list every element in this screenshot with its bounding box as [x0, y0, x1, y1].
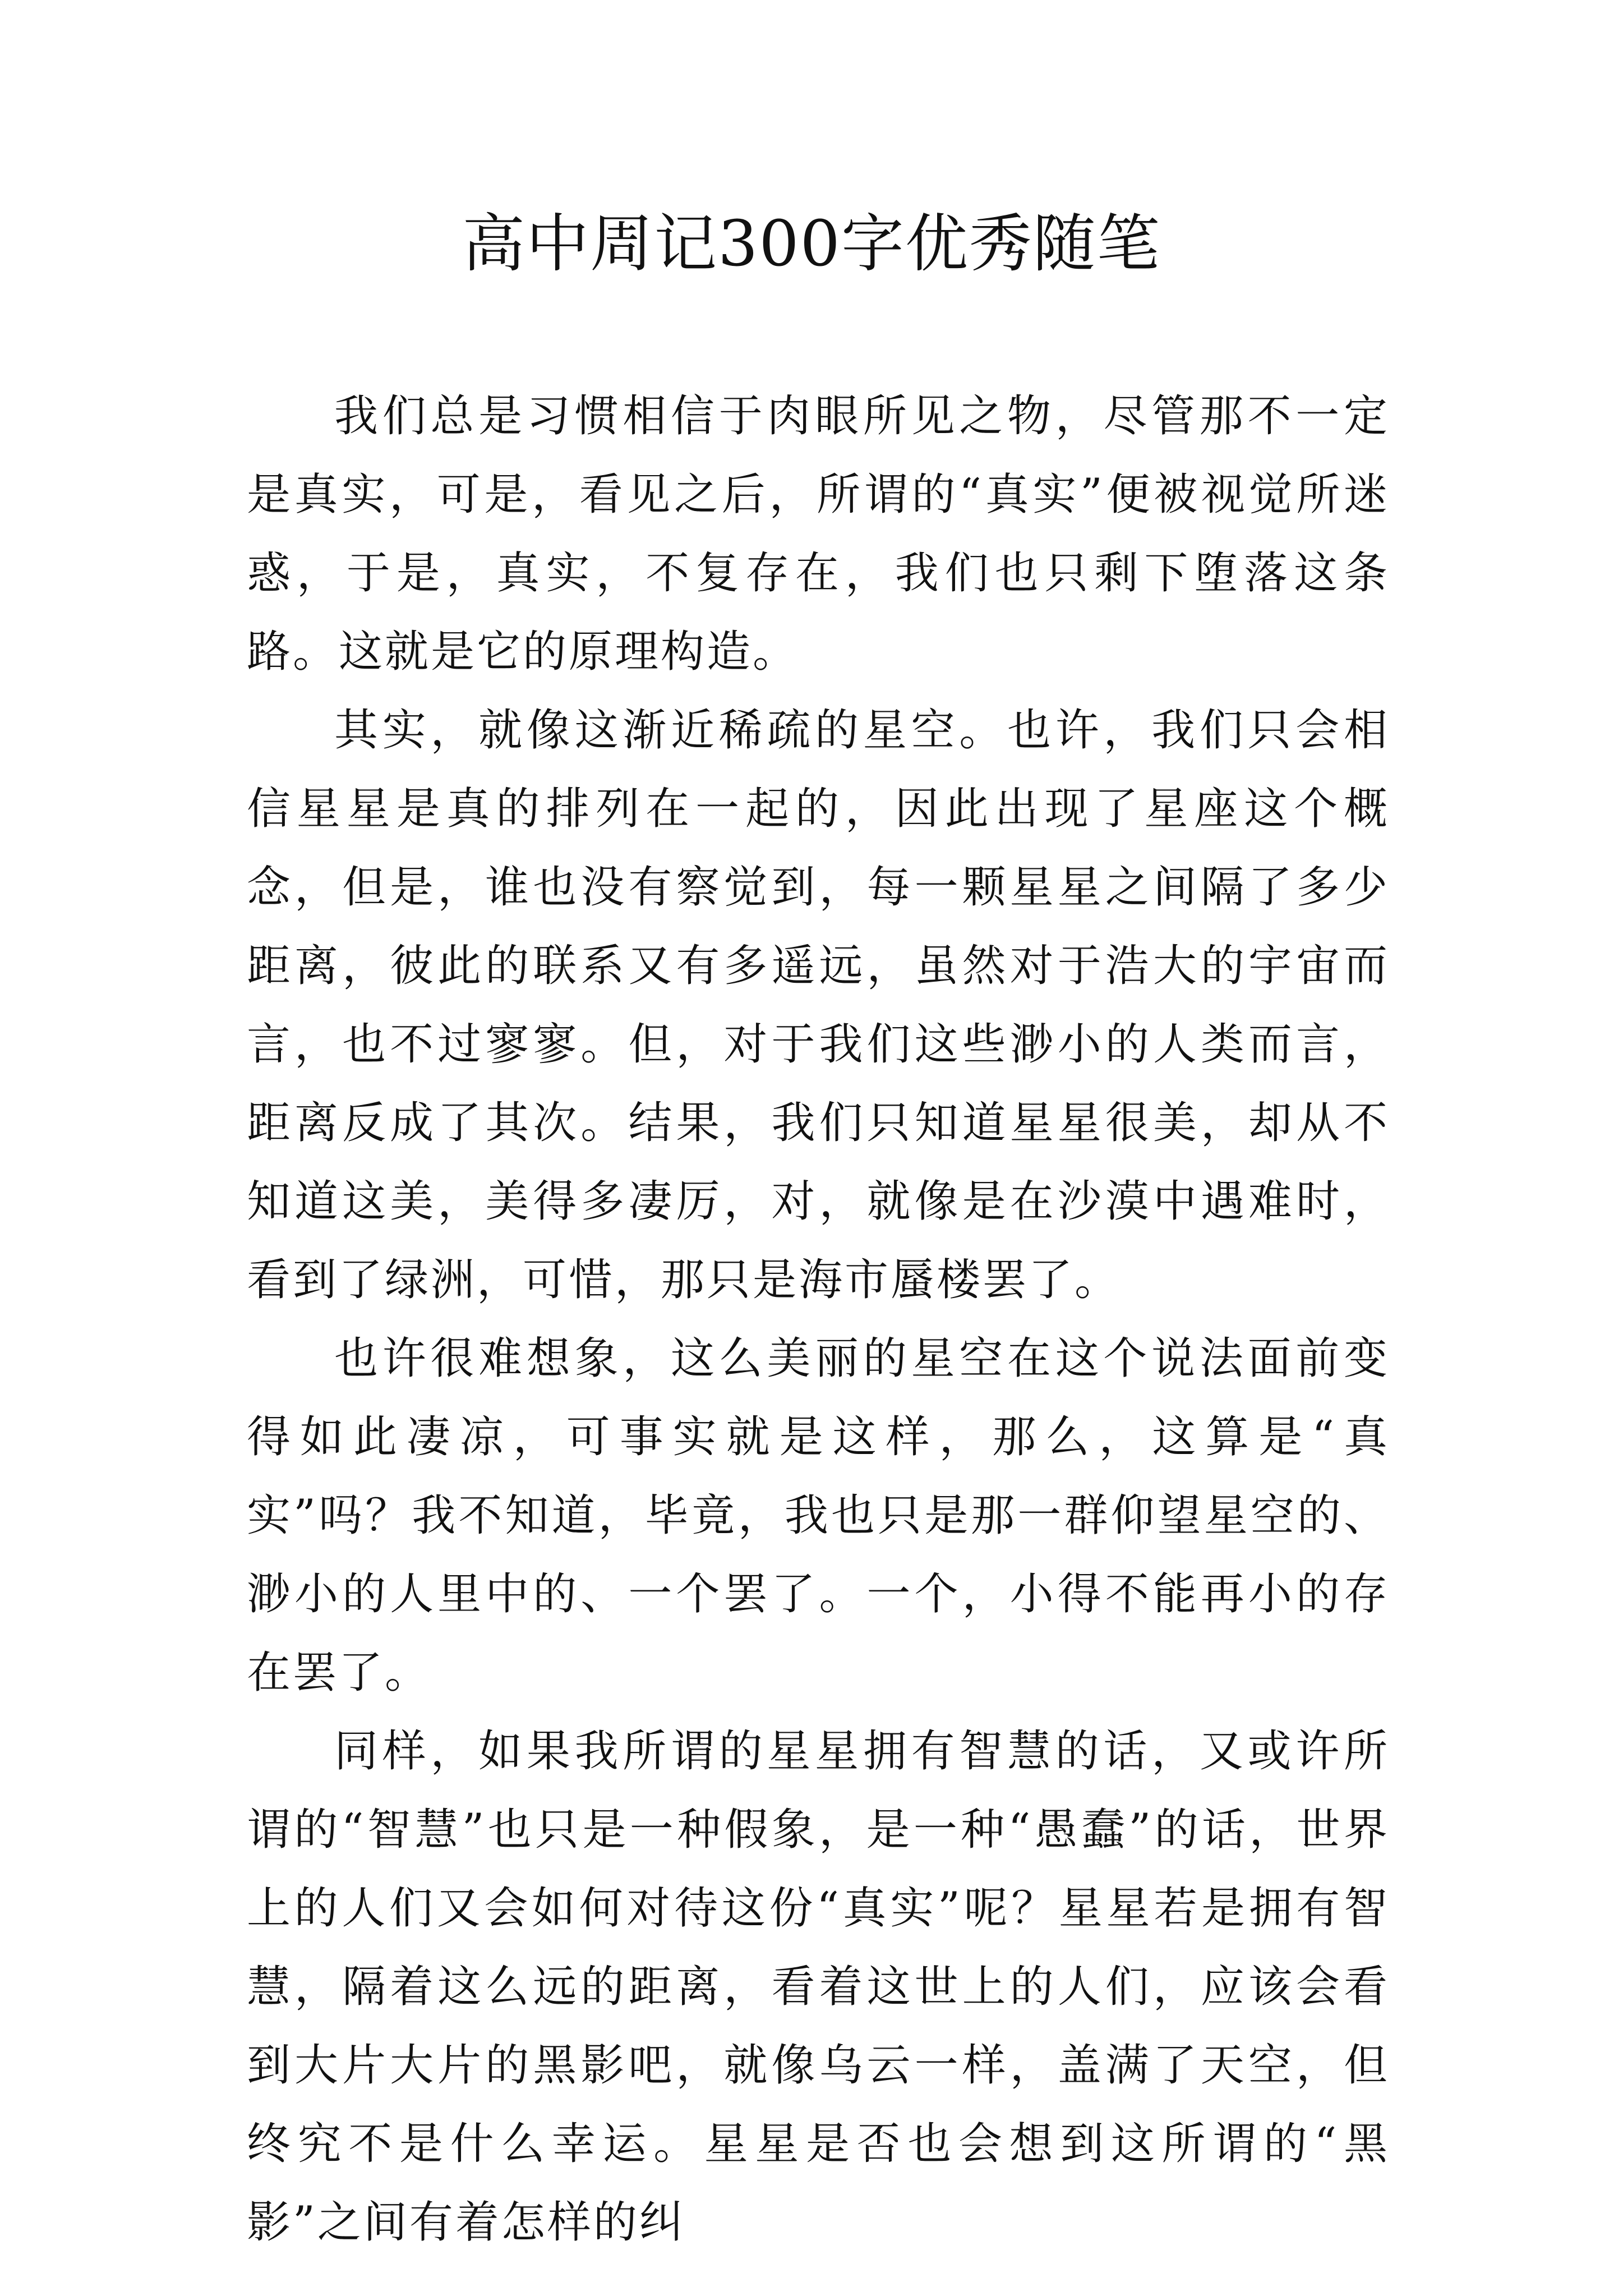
paragraph-2: 其实，就像这渐近稀疏的星空。也许，我们只会相信星星是真的排列在一起的，因此出现了星座这个概念，但是，谁也没有察觉到，每一颗星星之间隔了多少距离，彼此的联系又有多遥远，虽然对于浩大的宇宙而言，也不过寥寥。但，对于我们这些渺小的人类而言，距离反成了其次。结果，我们只知道星星很美，却从不知道这美，美得多凄厉，对，就像是在沙漠中遇难时，看到了绿洲，可惜，那只是海市蜃楼罢了。 — [247, 705, 1390, 1305]
paragraph-4: 同样，如果我所谓的星星拥有智慧的话，又或许所谓的“智慧”也只是一种假象，是一种“愚蠢”的话，世界上的人们又会如何对待这份“真实”呢？星星若是拥有智慧，隔着这么远的距离，看着这世上的人们，应该会看到大片大片的黑影吧，就像乌云一样，盖满了天空，但终究不是什么幸运。星星是否也会想到这所谓的“黑影”之间有着怎样的纠 — [247, 1726, 1390, 2248]
paragraph-3: 也许很难想象，这么美丽的星空在这个说法面前变得如此凄凉，可事实就是这样，那么，这算是“真实”吗？我不知道，毕竟，我也只是那一群仰望星空的、渺小的人里中的、一个罢了。一个，小得不能再小的存在罢了。 — [247, 1333, 1390, 1698]
document-title: 高中周记300字优秀随笔 — [462, 208, 1161, 280]
paragraph-1: 我们总是习惯相信于肉眼所见之物，尽管那不一定是真实，可是，看见之后，所谓的“真实”便被视觉所迷惑，于是，真实，不复存在，我们也只剩下堕落这条路。这就是它的原理构造。 — [247, 391, 1390, 677]
document-body — [247, 377, 1390, 2262]
